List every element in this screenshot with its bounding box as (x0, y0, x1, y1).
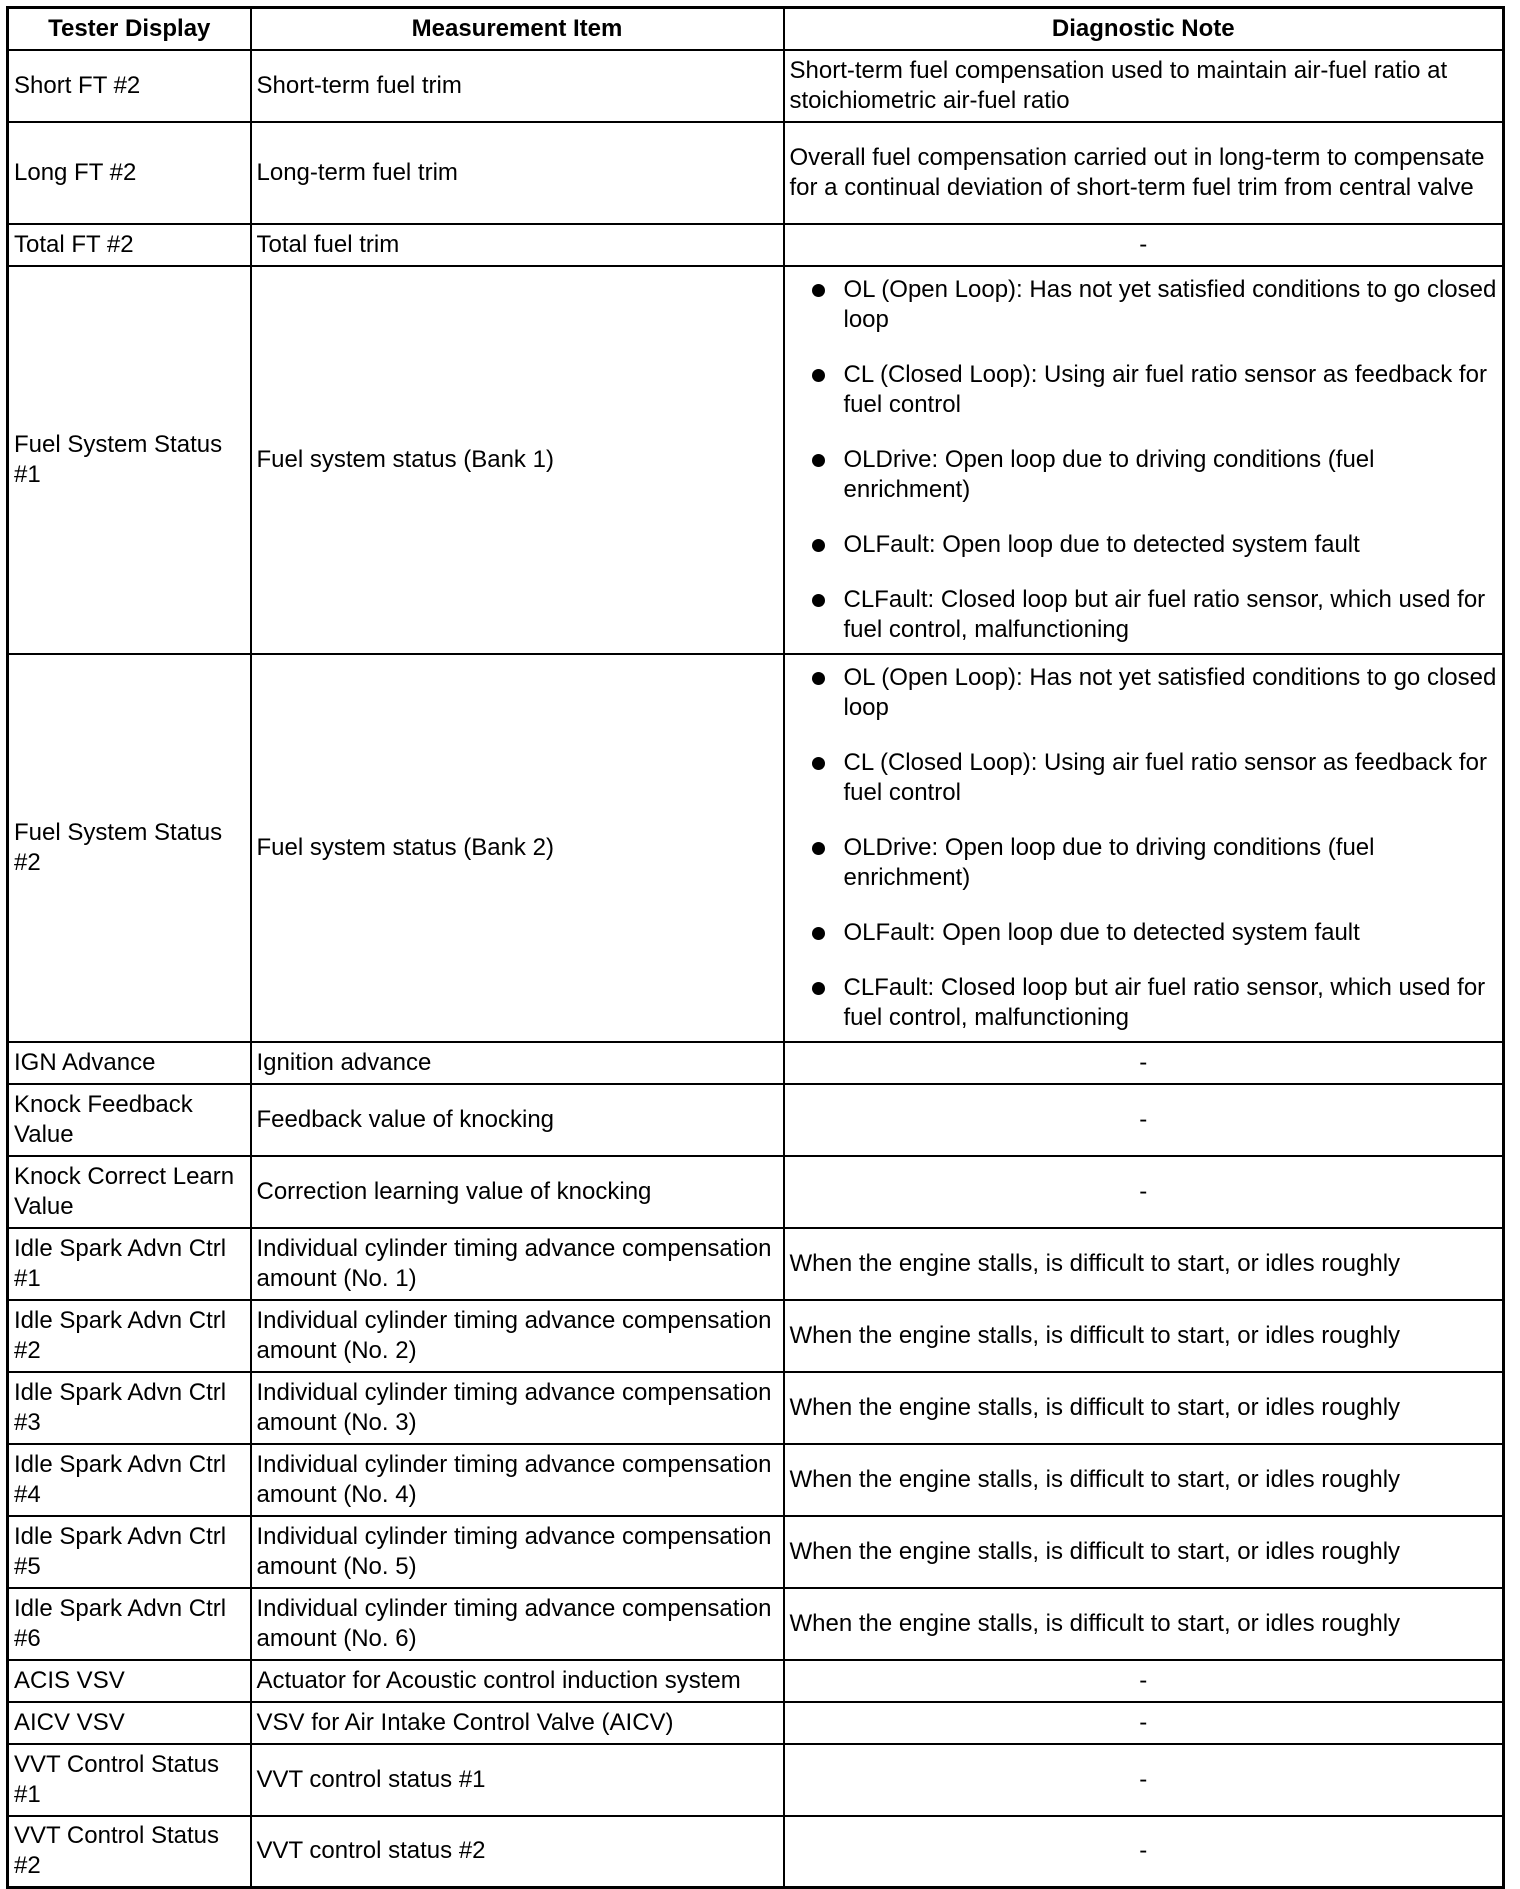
measurement-item-cell: Fuel system status (Bank 2) (251, 654, 784, 1042)
bullet-icon (812, 927, 825, 940)
table-row (8, 50, 1504, 122)
table-row (8, 1042, 1504, 1084)
table-row (8, 266, 1504, 654)
diagnostic-note-cell: When the engine stalls, is difficult to start, or idles roughly (784, 1516, 1504, 1588)
tester-display-cell: Idle Spark Advn Ctrl #5 (8, 1516, 251, 1588)
list-item (808, 585, 1498, 645)
table-row (8, 654, 1504, 1042)
measurement-item-cell: Individual cylinder timing advance compensation amount (No. 5) (251, 1516, 784, 1588)
bullet-text: OL (Open Loop): Has not yet satisfied conditions to go closed loop (843, 663, 1497, 721)
bullet-icon (812, 369, 825, 382)
table-row (8, 1444, 1504, 1516)
header-tester-display: Tester Display (8, 8, 251, 50)
diagnostic-note-cell (784, 266, 1504, 654)
diagnostic-note-cell: When the engine stalls, is difficult to start, or idles roughly (784, 1228, 1504, 1300)
tester-display-cell: Short FT #2 (8, 50, 251, 122)
tester-display-cell: Idle Spark Advn Ctrl #1 (8, 1228, 251, 1300)
tester-display-cell: ACIS VSV (8, 1660, 251, 1702)
bullet-text: OLFault: Open loop due to detected system fault (843, 918, 1360, 946)
list-item (808, 445, 1498, 505)
tester-display-cell: Total FT #2 (8, 224, 251, 266)
bullet-icon (812, 672, 825, 685)
measurement-item-cell: Feedback value of knocking (251, 1084, 784, 1156)
table-row (8, 1588, 1504, 1660)
diagnostic-note-cell: - (784, 1816, 1504, 1888)
measurement-item-cell: Actuator for Acoustic control induction system (251, 1660, 784, 1702)
bullet-text: OLFault: Open loop due to detected system fault (843, 530, 1360, 558)
tester-display-cell: Idle Spark Advn Ctrl #2 (8, 1300, 251, 1372)
measurement-item-cell: VVT control status #1 (251, 1744, 784, 1816)
bullet-list (790, 267, 1498, 653)
bullet-text: OLDrive: Open loop due to driving conditions (fuel enrichment) (843, 833, 1375, 891)
measurement-item-cell: Fuel system status (Bank 1) (251, 266, 784, 654)
tester-display-cell: Long FT #2 (8, 122, 251, 224)
diagnostic-note-cell (784, 654, 1504, 1042)
list-item (808, 748, 1498, 808)
diagnostic-note-cell: When the engine stalls, is difficult to start, or idles roughly (784, 1300, 1504, 1372)
bullet-text: CL (Closed Loop): Using air fuel ratio sensor as feedback for fuel control (843, 360, 1487, 418)
measurement-item-cell: Individual cylinder timing advance compensation amount (No. 6) (251, 1588, 784, 1660)
tester-display-cell: IGN Advance (8, 1042, 251, 1084)
diagnostic-note-cell: - (784, 1702, 1504, 1744)
diagnostic-note-cell: When the engine stalls, is difficult to start, or idles roughly (784, 1444, 1504, 1516)
bullet-icon (812, 284, 825, 297)
bullet-text: CLFault: Closed loop but air fuel ratio sensor, which used for fuel control, malfunctioning (843, 585, 1486, 643)
measurement-item-cell: Ignition advance (251, 1042, 784, 1084)
diagnostic-note-cell: - (784, 224, 1504, 266)
header-diagnostic-note: Diagnostic Note (784, 8, 1504, 50)
diagnostic-note-cell: When the engine stalls, is difficult to start, or idles roughly (784, 1372, 1504, 1444)
tester-display-cell: Idle Spark Advn Ctrl #4 (8, 1444, 251, 1516)
bullet-text: OLDrive: Open loop due to driving conditions (fuel enrichment) (843, 445, 1375, 503)
bullet-list (790, 655, 1498, 1041)
bullet-icon (812, 982, 825, 995)
diagnostic-note-cell: - (784, 1042, 1504, 1084)
measurement-item-cell: Short-term fuel trim (251, 50, 784, 122)
table-row (8, 1744, 1504, 1816)
diagnostic-note-cell: - (784, 1660, 1504, 1702)
bullet-icon (812, 757, 825, 770)
list-item (808, 918, 1498, 948)
table-row (8, 1156, 1504, 1228)
measurement-item-cell: Long-term fuel trim (251, 122, 784, 224)
bullet-text: OL (Open Loop): Has not yet satisfied conditions to go closed loop (843, 275, 1497, 333)
tester-display-cell: Knock Correct Learn Value (8, 1156, 251, 1228)
tester-display-cell: Fuel System Status #1 (8, 266, 251, 654)
tester-display-cell: Knock Feedback Value (8, 1084, 251, 1156)
tester-display-cell: VVT Control Status #1 (8, 1744, 251, 1816)
table-row (8, 1816, 1504, 1888)
measurement-item-cell: Individual cylinder timing advance compensation amount (No. 4) (251, 1444, 784, 1516)
tester-display-cell: VVT Control Status #2 (8, 1816, 251, 1888)
diagnostic-note-cell: When the engine stalls, is difficult to start, or idles roughly (784, 1588, 1504, 1660)
diagnostic-table-page (6, 6, 1502, 1889)
diagnostic-note-cell: Overall fuel compensation carried out in long-term to compensate for a continual deviation of short-term fuel trim from central valve (784, 122, 1504, 224)
header-row (8, 8, 1504, 50)
data-list-table (6, 6, 1505, 1889)
measurement-item-cell: Individual cylinder timing advance compensation amount (No. 1) (251, 1228, 784, 1300)
table-row (8, 1228, 1504, 1300)
list-item (808, 833, 1498, 893)
tester-display-cell: Idle Spark Advn Ctrl #3 (8, 1372, 251, 1444)
list-item (808, 663, 1498, 723)
bullet-icon (812, 594, 825, 607)
bullet-icon (812, 539, 825, 552)
table-row (8, 1300, 1504, 1372)
measurement-item-cell: Correction learning value of knocking (251, 1156, 784, 1228)
measurement-item-cell: VSV for Air Intake Control Valve (AICV) (251, 1702, 784, 1744)
table-row (8, 1516, 1504, 1588)
bullet-text: CL (Closed Loop): Using air fuel ratio sensor as feedback for fuel control (843, 748, 1487, 806)
tester-display-cell: AICV VSV (8, 1702, 251, 1744)
list-item (808, 360, 1498, 420)
diagnostic-note-cell: - (784, 1084, 1504, 1156)
tester-display-cell: Idle Spark Advn Ctrl #6 (8, 1588, 251, 1660)
measurement-item-cell: VVT control status #2 (251, 1816, 784, 1888)
bullet-icon (812, 454, 825, 467)
measurement-item-cell: Total fuel trim (251, 224, 784, 266)
bullet-text: CLFault: Closed loop but air fuel ratio sensor, which used for fuel control, malfunctioning (843, 973, 1486, 1031)
list-item (808, 530, 1498, 560)
diagnostic-note-cell: Short-term fuel compensation used to maintain air-fuel ratio at stoichiometric air-fuel ratio (784, 50, 1504, 122)
table-row (8, 1702, 1504, 1744)
diagnostic-note-cell: - (784, 1156, 1504, 1228)
table-row (8, 1084, 1504, 1156)
measurement-item-cell: Individual cylinder timing advance compensation amount (No. 3) (251, 1372, 784, 1444)
header-measurement-item: Measurement Item (251, 8, 784, 50)
list-item (808, 973, 1498, 1033)
list-item (808, 275, 1498, 335)
measurement-item-cell: Individual cylinder timing advance compensation amount (No. 2) (251, 1300, 784, 1372)
table-row (8, 1372, 1504, 1444)
tester-display-cell: Fuel System Status #2 (8, 654, 251, 1042)
table-row (8, 1660, 1504, 1702)
table-row (8, 122, 1504, 224)
table-row (8, 224, 1504, 266)
diagnostic-note-cell: - (784, 1744, 1504, 1816)
bullet-icon (812, 842, 825, 855)
